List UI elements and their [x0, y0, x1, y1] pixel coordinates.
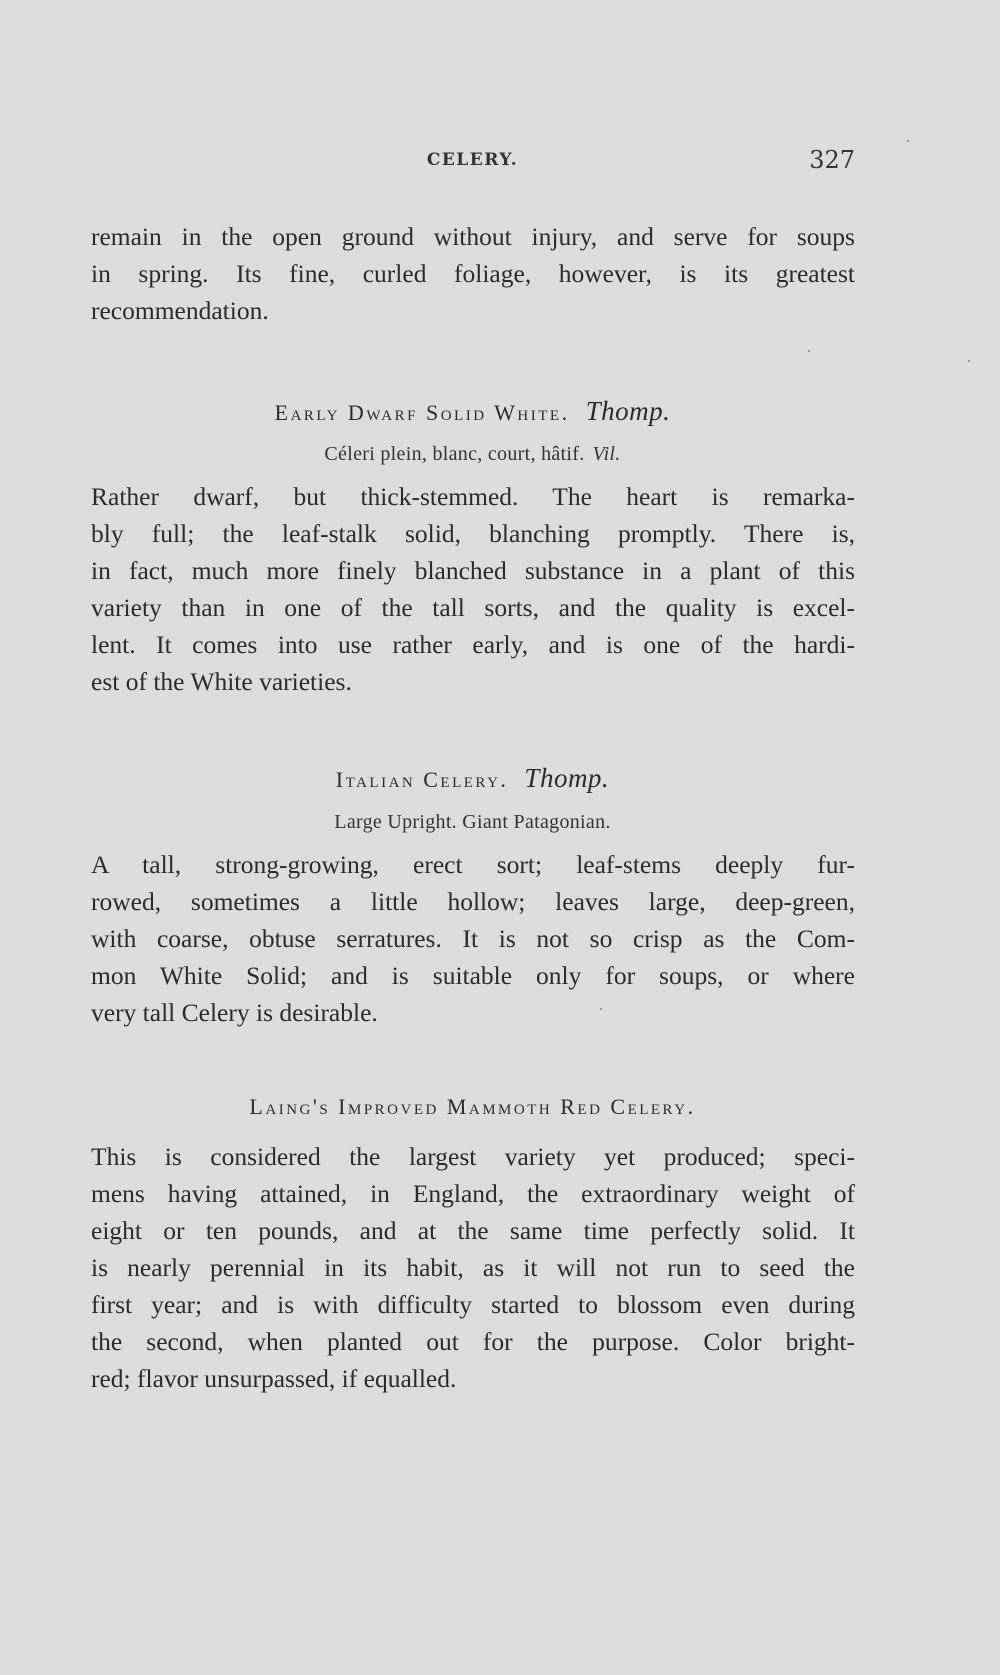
text-line: mon White Solid; and is suitable only for soups, or where — [91, 961, 855, 990]
paper-speck — [808, 350, 810, 352]
text-line: mens having attained, in England, the extraordinary weight of — [91, 1179, 855, 1208]
section-heading-italian — [90, 763, 855, 794]
text-line: This is considered the largest variety yet produced; speci- — [91, 1142, 855, 1171]
section-body-italian — [91, 846, 855, 1031]
paper-speck — [968, 360, 970, 362]
text-line: very tall Celery is desirable. — [91, 998, 378, 1027]
text-line: A tall, strong-growing, erect sort; leaf-stems deeply fur- — [91, 850, 855, 879]
section-synonym-italian — [90, 811, 855, 834]
section-heading-early-dwarf — [90, 396, 855, 427]
section-body-early-dwarf — [91, 478, 855, 700]
text-line: bly full; the leaf-stalk solid, blanching promptly. There is, — [91, 519, 855, 548]
text-line: is nearly perennial in its habit, as it will not run to seed the — [91, 1253, 855, 1282]
heading-title: Early Dwarf Solid White. — [274, 400, 570, 425]
text-line: red; flavor unsurpassed, if equalled. — [91, 1364, 457, 1393]
synonym-text: Large Upright. Giant Patagonian. — [334, 811, 611, 833]
running-title: CELERY. — [426, 150, 519, 170]
section-body-laings — [91, 1138, 855, 1397]
heading-title: Italian Celery. — [335, 767, 509, 792]
text-line: with coarse, obtuse serratures. It is not so crisp as the Com- — [91, 924, 855, 953]
heading-authority: Thomp. — [585, 396, 671, 426]
synonym-text: Céleri plein, blanc, court, hâtif. — [324, 443, 585, 465]
heading-title: Laing's Improved Mammoth Red Celery. — [249, 1094, 696, 1119]
text-line: lent. It comes into use rather early, and is one of the hardi- — [91, 630, 855, 659]
text-line: est of the White varieties. — [91, 667, 352, 696]
synonym-authority: Vil. — [592, 443, 621, 465]
section-heading-laings — [90, 1094, 855, 1120]
text-line: eight or ten pounds, and at the same time perfectly solid. It — [91, 1216, 855, 1245]
heading-authority: Thomp. — [524, 763, 610, 793]
text-line: rowed, sometimes a little hollow; leaves large, deep-green, — [91, 887, 855, 916]
text-line: in fact, much more finely blanched substance in a plant of this — [91, 556, 855, 585]
text-line: Rather dwarf, but thick-stemmed. The heart is remarka- — [91, 482, 855, 511]
section-synonym-early-dwarf — [90, 443, 855, 466]
paper-speck — [600, 1008, 602, 1010]
page-number: 327 — [809, 146, 855, 174]
text-line: recommendation. — [91, 296, 269, 325]
text-line: remain in the open ground without injury, and serve for soups — [91, 222, 855, 251]
text-line: in spring. Its fine, curled foliage, however, is its greatest — [91, 259, 855, 288]
paper-speck — [907, 140, 909, 142]
text-line: variety than in one of the tall sorts, and the quality is excel- — [91, 593, 855, 622]
intro-paragraph — [91, 218, 855, 329]
running-head — [90, 146, 855, 180]
text-line: first year; and is with difficulty started to blossom even during — [91, 1290, 855, 1319]
text-line: the second, when planted out for the purpose. Color bright- — [91, 1327, 855, 1356]
